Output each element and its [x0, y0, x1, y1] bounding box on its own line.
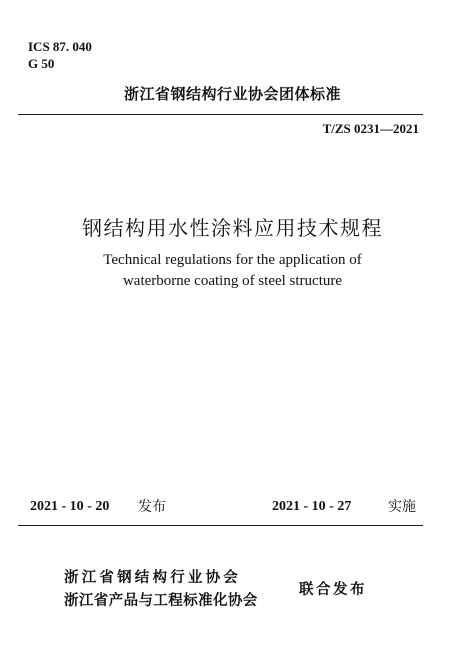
implement-label: 实施: [388, 499, 416, 515]
publisher-2: 浙江省产品与工程标准化协会: [64, 593, 258, 609]
top-divider: [18, 114, 423, 115]
classification-code: G 50: [28, 56, 55, 71]
standard-code: T/ZS 0231—2021: [322, 121, 419, 136]
title-english-line1: Technical regulations for the application of: [103, 252, 362, 268]
implement-date: 2021 - 10 - 27: [272, 499, 352, 514]
joint-release-label: 联合发布: [299, 582, 367, 598]
release-date: 2021 - 10 - 20: [30, 499, 110, 514]
bottom-divider: [18, 525, 423, 526]
release-label: 发布: [138, 499, 166, 515]
ics-code: ICS 87. 040: [28, 39, 92, 54]
publisher-1: 浙江省钢结构行业协会: [64, 570, 241, 586]
title-english-line2: waterborne coating of steel structure: [122, 273, 343, 289]
title-chinese: 钢结构用水性涂料应用技术规程: [82, 216, 383, 240]
issuer-heading: 浙江省钢结构行业协会团体标准: [123, 85, 341, 103]
